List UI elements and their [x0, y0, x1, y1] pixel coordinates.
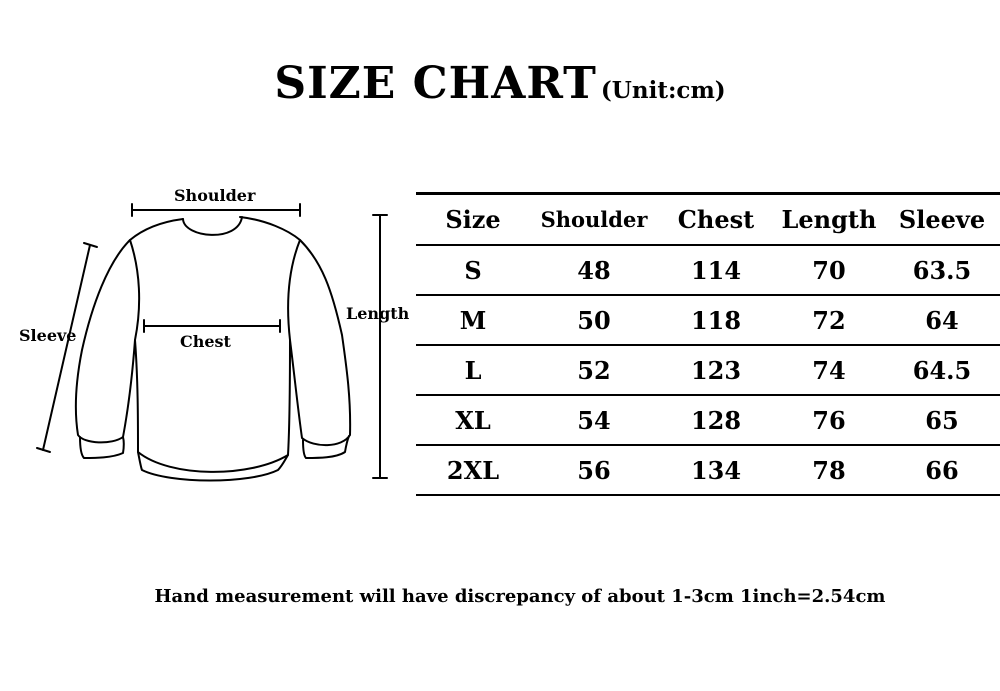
- cell-chest: 123: [658, 345, 774, 395]
- title-text: SIZE CHART: [274, 58, 597, 109]
- cell-chest: 128: [658, 395, 774, 445]
- shoulder-label: Shoulder: [174, 186, 256, 205]
- cell-length: 76: [774, 395, 884, 445]
- cell-size: M: [416, 295, 530, 345]
- cell-length: 70: [774, 245, 884, 295]
- cell-shoulder: 50: [530, 295, 658, 345]
- unit-label: (Unit:cm): [600, 77, 726, 104]
- table-header-row: [416, 194, 1000, 246]
- cell-size: 2XL: [416, 445, 530, 495]
- cell-sleeve: 63.5: [884, 245, 1000, 295]
- size-table: [416, 192, 1000, 496]
- header-sleeve: Sleeve: [884, 194, 1000, 246]
- cell-sleeve: 66: [884, 445, 1000, 495]
- cell-shoulder: 48: [530, 245, 658, 295]
- cell-length: 74: [774, 345, 884, 395]
- header-shoulder: Shoulder: [530, 194, 658, 246]
- cell-length: 72: [774, 295, 884, 345]
- cell-chest: 114: [658, 245, 774, 295]
- table-row: [416, 395, 1000, 445]
- table-row: [416, 295, 1000, 345]
- table-row: [416, 445, 1000, 495]
- header-chest: Chest: [658, 194, 774, 246]
- cell-chest: 134: [658, 445, 774, 495]
- length-label: Length: [346, 304, 410, 323]
- cell-length: 78: [774, 445, 884, 495]
- cell-chest: 118: [658, 295, 774, 345]
- cell-size: XL: [416, 395, 530, 445]
- table-row: [416, 345, 1000, 395]
- cell-shoulder: 56: [530, 445, 658, 495]
- cell-shoulder: 52: [530, 345, 658, 395]
- cell-size: L: [416, 345, 530, 395]
- page-title: [0, 58, 1000, 109]
- header-size: Size: [416, 194, 530, 246]
- chest-label: Chest: [180, 332, 231, 351]
- table-row: [416, 245, 1000, 295]
- cell-sleeve: 65: [884, 395, 1000, 445]
- cell-shoulder: 54: [530, 395, 658, 445]
- cell-size: S: [416, 245, 530, 295]
- measurement-note: Hand measurement will have discrepancy of about 1-3cm 1inch=2.54cm: [154, 586, 886, 607]
- cell-sleeve: 64: [884, 295, 1000, 345]
- header-length: Length: [774, 194, 884, 246]
- sleeve-label: Sleeve: [19, 326, 77, 345]
- cell-sleeve: 64.5: [884, 345, 1000, 395]
